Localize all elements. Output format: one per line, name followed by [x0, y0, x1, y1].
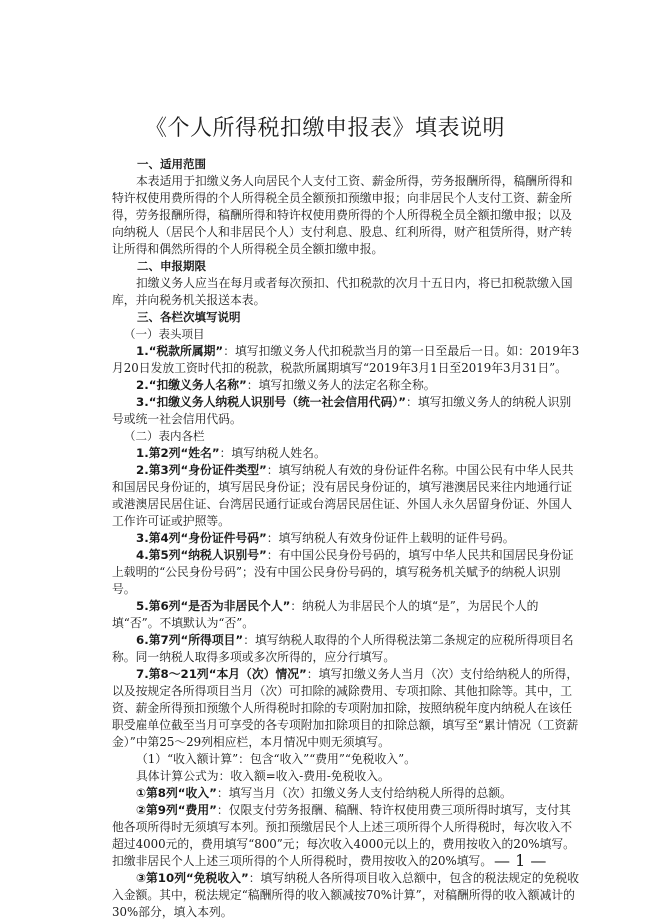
item-text: ：填写扣缴义务人代扣税款当月的第一日至最后一日。如：2019年3月20日发放工资时代扣的税款，税款所属期填写“2019年3月1日至2019年3月31日”。: [112, 344, 580, 375]
item-label: ③第10列“免税收入”: [136, 871, 249, 885]
paragraph-scope: 本表适用于扣缴义务人向居民个人支付工资、薪金所得，劳务报酬所得，稿酬所得和特许权使用费所得的个人所得税全员全额预扣预缴申报；向非居民个人支付工资、薪金所得，劳务报酬所得，稿酬所得和特许权使用费所得的个人所得税全员全额扣缴申报；以及向纳税人（居民个人和非居民个人）支付利息、股息、红利所得，财产租赁所得，财产转让所得和偶然所得的个人所得税全员全额扣缴申报。: [112, 174, 573, 256]
item-taxpayer-id-column: [112, 547, 582, 598]
item-income-type-column: [112, 632, 582, 666]
item-text: ：仅限支付劳务报酬、稿酬、特许权使用费三项所得时填写，支付其他各项所得时无须填写本列。预扣预缴居民个人上述三项所得个人所得税时，每次收入不超过4000元的，费用填写“800”元；每次收入4000元以上的，费用按收入的20%填写。扣缴非居民个人上述三项所得的个人所得税时，费用按收入的20%填写。: [112, 803, 575, 868]
item-label: 3.“扣缴义务人纳税人识别号（统一社会信用代码）”: [136, 395, 407, 409]
section-heading-scope: 一、适用范围: [137, 157, 206, 171]
item-label: 1.“税款所属期”: [136, 344, 224, 358]
item-income-calc: （1）“收入额计算”：包含“收入”“费用”“免税收入”。: [136, 752, 416, 766]
item-label: 2.“扣缴义务人名称”: [136, 378, 247, 392]
item-label: 6.第7列“所得项目”: [136, 633, 244, 647]
document-title: 《个人所得税扣缴申报表》填表说明: [144, 116, 505, 141]
item-text: ：纳税人为非居民个人的填“是”，为居民个人的填“否”。不填默认为“否”。: [112, 599, 539, 630]
item-withholder-id: [112, 394, 582, 428]
item-current-month-columns: [112, 666, 582, 751]
item-text: ：填写纳税人各所得项目收入总额中，包含的税法规定的免税收入金额。其中，税法规定“稿酬所得的收入额减按70%计算”，对稿酬所得的收入额减计的30%部分，填入本列。: [112, 871, 580, 919]
item-text: ：填写纳税人有效的身份证件名称。中国公民有中华人民共和国居民身份证的，填写居民身份证；没有居民身份证的，填写港澳居民来往内地通行证或港澳居民居住证、台湾居民通行证或台湾居民居住证、外国人永久居留身份证、外国人工作许可证或护照等。: [112, 463, 574, 528]
item-text: ：有中国公民身份号码的，填写中华人民共和国居民身份证上载明的“公民身份号码”；没有中国公民身份号码的，填写税务机关赋予的纳税人识别号。: [112, 548, 574, 596]
item-id-number-column: [112, 530, 582, 547]
section-heading-deadline: 二、申报期限: [137, 259, 206, 273]
item-text: ：填写扣缴义务人的纳税人识别号或统一社会信用代码。: [112, 395, 572, 426]
subsection-heading-table-columns: （二）表内各栏: [124, 429, 205, 443]
item-label: ①第8列“收入”: [136, 786, 217, 800]
item-label: ②第9列“费用”: [136, 803, 217, 817]
paragraph-deadline: 扣缴义务人应当在每月或者每次预扣、代扣税款的次月十五日内，将已扣税款缴入国库，并向税务机关报送本表。: [112, 276, 573, 307]
item-text: ：填写当月（次）扣缴义务人支付给纳税人所得的总额。: [216, 786, 512, 800]
item-text: ：填写纳税人有效身份证件上载明的证件号码。: [266, 531, 515, 545]
item-text: ：填写纳税人姓名。: [219, 446, 326, 460]
item-label: 2.第3列“身份证件类型”: [136, 463, 267, 477]
subsection-heading-header-items: （一）表头项目: [124, 327, 205, 341]
item-text: ：填写扣缴义务人的法定名称全称。: [246, 378, 436, 392]
item-income-column: [112, 785, 582, 802]
item-name-column: [112, 445, 582, 462]
item-text: ：填写纳税人取得的个人所得税法第二条规定的应税所得项目名称。同一纳税人取得多项或多次所得的，应分行填写。: [112, 633, 574, 664]
item-label: 1.第2列“姓名”: [136, 446, 220, 460]
item-tax-period: [112, 343, 582, 377]
item-label: 4.第5列“纳税人识别号”: [136, 548, 267, 562]
page-number: — 1 —: [494, 851, 547, 870]
item-id-type-column: [112, 462, 582, 530]
item-label: 7.第8～21列“本月（次）情况”: [136, 667, 307, 681]
item-text: ：填写扣缴义务人当月（次）支付给纳税人的所得，以及按规定各所得项目当月（次）可扣除的减除费用、专项扣除、其他扣除等。其中，工资、薪金所得预扣预缴个人所得税时扣除的专项附加扣除，按照纳税年度内纳税人在该任职受雇单位截至当月可享受的各专项附加扣除项目的扣除总额，填写至“累计情况（工资薪金）”中第25～29列相应栏，本月情况中则无须填写。: [112, 667, 579, 749]
item-nonresident-column: [112, 598, 582, 632]
item-withholder-name: [112, 377, 582, 394]
section-heading-columns: 三、各栏次填写说明: [137, 310, 241, 324]
item-tax-exempt-column: [112, 870, 582, 921]
item-label: 5.第6列“是否为非居民个人”: [136, 599, 291, 613]
item-formula: 具体计算公式为：收入额=收入-费用-免税收入。: [136, 769, 390, 783]
item-label: 3.第4列“身份证件号码”: [136, 531, 267, 545]
document-body: [112, 156, 582, 921]
